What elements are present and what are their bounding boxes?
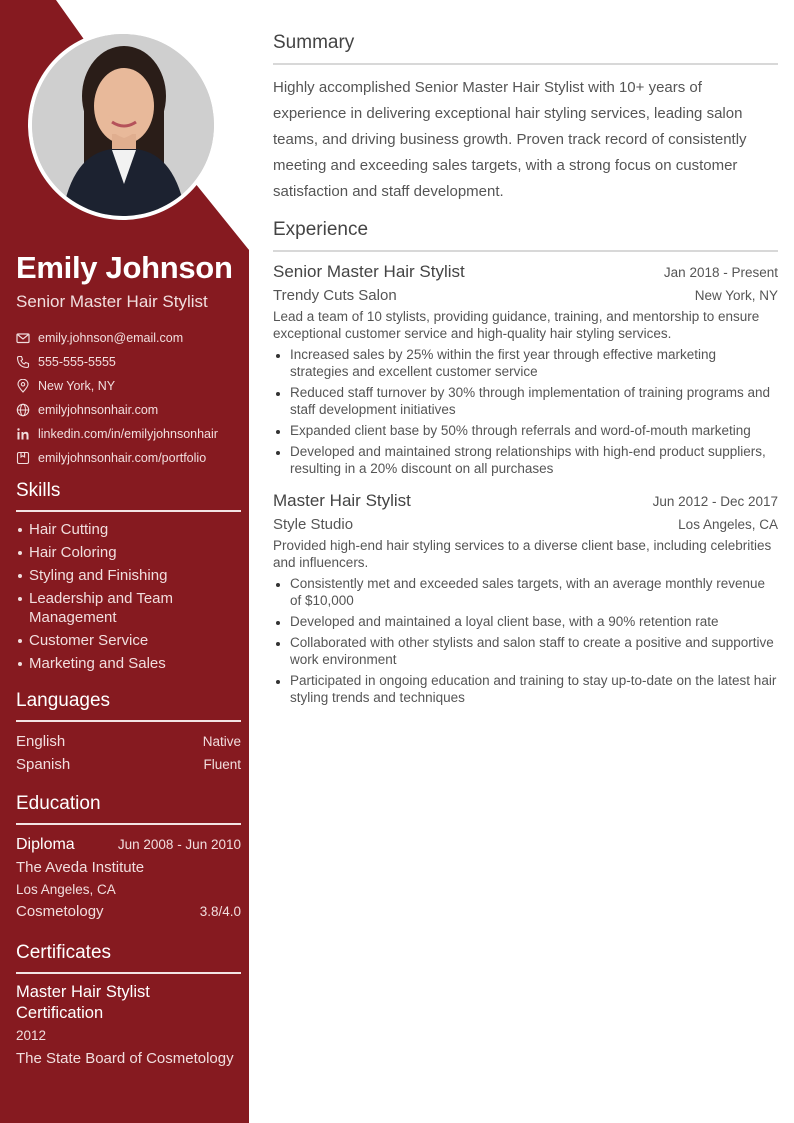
globe-icon <box>16 403 30 417</box>
list-item: Hair Cutting <box>16 520 241 539</box>
certificate-name: Master Hair Stylist Certification <box>16 983 150 1022</box>
education-degree-row <box>16 833 241 856</box>
contact-list <box>16 326 241 470</box>
language-level: Fluent <box>203 757 241 772</box>
contact-email[interactable] <box>16 326 241 350</box>
profile-name: Emily Johnson <box>16 250 233 285</box>
list-item: Increased sales by 25% within the first year through effective marketing strategies and excellent customer service <box>273 346 778 380</box>
phone-icon <box>16 355 30 369</box>
location-icon <box>16 379 30 393</box>
list-item: Expanded client base by 50% through referrals and word-of-mouth marketing <box>273 422 778 439</box>
contact-location-text: New York, NY <box>38 379 116 393</box>
job-entry <box>273 491 778 706</box>
education-field-row <box>16 900 241 923</box>
languages-heading: Languages <box>16 690 241 722</box>
language-name: Spanish <box>16 756 71 773</box>
summary-text: Highly accomplished Senior Master Hair Stylist with 10+ years of experience in delivering exceptional hair styling services, leading salon teams, and driving business growth. Proven track record of consistently meeting and exceeding sales targets, with a strong focus on customer satisfaction and staff development. <box>273 79 747 200</box>
contact-portfolio[interactable] <box>16 446 241 470</box>
contact-phone-text: 555-555-5555 <box>38 355 116 369</box>
job-entry <box>273 262 778 477</box>
education-location: Los Angeles, CA <box>16 882 116 897</box>
summary-heading: Summary <box>273 32 778 65</box>
job-description: Provided high-end hair styling services to a diverse client base, including celebrities and influencers. <box>273 538 772 570</box>
list-item: Consistently met and exceeded sales targets, with an average monthly revenue of $10,000 <box>273 575 778 609</box>
job-title: Senior Master Hair Stylist <box>273 262 465 281</box>
contact-email-text: emily.johnson@email.com <box>38 331 184 345</box>
skills-heading: Skills <box>16 480 241 512</box>
education-heading: Education <box>16 793 241 825</box>
certificate-org: The State Board of Cosmetology <box>16 1050 234 1067</box>
list-item: Reduced staff turnover by 30% through implementation of training programs and staff development initiatives <box>273 384 778 418</box>
contact-linkedin[interactable] <box>16 422 241 446</box>
list-item: Customer Service <box>16 631 241 650</box>
job-company: Style Studio <box>273 516 354 533</box>
list-item: Hair Coloring <box>16 543 241 562</box>
list-item: Participated in ongoing education and training to stay up-to-date on the latest hair styling trends and techniques <box>273 672 778 706</box>
list-item: Marketing and Sales <box>16 654 241 673</box>
list-item: Developed and maintained strong relationships with high-end product suppliers, resulting in a 20% discount on all purchases <box>273 443 778 477</box>
list-item: Leadership and Team Management <box>16 589 241 627</box>
contact-linkedin-text: linkedin.com/in/emilyjohnsonhair <box>38 427 218 441</box>
certificates-section <box>16 942 241 1069</box>
profile-photo <box>28 30 218 220</box>
job-dates: Jun 2012 - Dec 2017 <box>652 494 778 509</box>
job-bullets <box>273 346 778 477</box>
education-school: The Aveda Institute <box>16 859 145 876</box>
education-field: Cosmetology <box>16 903 104 920</box>
email-icon <box>16 331 30 345</box>
linkedin-icon <box>16 427 30 441</box>
job-title: Master Hair Stylist <box>273 491 411 510</box>
language-row <box>16 730 241 753</box>
avatar <box>32 34 214 216</box>
skills-section <box>16 480 241 677</box>
contact-website[interactable] <box>16 398 241 422</box>
language-row <box>16 753 241 776</box>
education-gpa: 3.8/4.0 <box>199 904 241 919</box>
skills-list <box>16 520 241 673</box>
job-dates: Jan 2018 - Present <box>663 265 778 280</box>
job-description: Lead a team of 10 stylists, providing guidance, training, and mentorship to ensure exceptional customer service and high-quality hair styling services. <box>273 309 760 341</box>
language-name: English <box>16 733 66 750</box>
language-level: Native <box>202 734 241 749</box>
education-section <box>16 793 241 923</box>
education-degree: Diploma <box>16 836 75 853</box>
summary-section <box>273 32 778 205</box>
list-item: Developed and maintained a loyal client base, with a 90% retention rate <box>273 613 778 630</box>
contact-website-text: emilyjohnsonhair.com <box>38 403 159 417</box>
list-item: Collaborated with other stylists and salon staff to create a positive and supportive work environment <box>273 634 778 668</box>
job-company: Trendy Cuts Salon <box>273 287 397 304</box>
experience-heading: Experience <box>273 219 778 252</box>
languages-section <box>16 690 241 776</box>
job-location: Los Angeles, CA <box>678 517 778 532</box>
job-bullets <box>273 575 778 706</box>
experience-section <box>273 219 778 720</box>
contact-phone[interactable] <box>16 350 241 374</box>
contact-portfolio-text: emilyjohnsonhair.com/portfolio <box>38 451 207 465</box>
certificates-heading: Certificates <box>16 942 241 974</box>
portfolio-icon <box>16 451 30 465</box>
job-location: New York, NY <box>694 288 778 303</box>
profile-title: Senior Master Hair Stylist <box>16 292 208 311</box>
list-item: Styling and Finishing <box>16 566 241 585</box>
certificate-year: 2012 <box>16 1028 47 1043</box>
contact-location <box>16 374 241 398</box>
education-dates: Jun 2008 - Jun 2010 <box>117 837 241 852</box>
